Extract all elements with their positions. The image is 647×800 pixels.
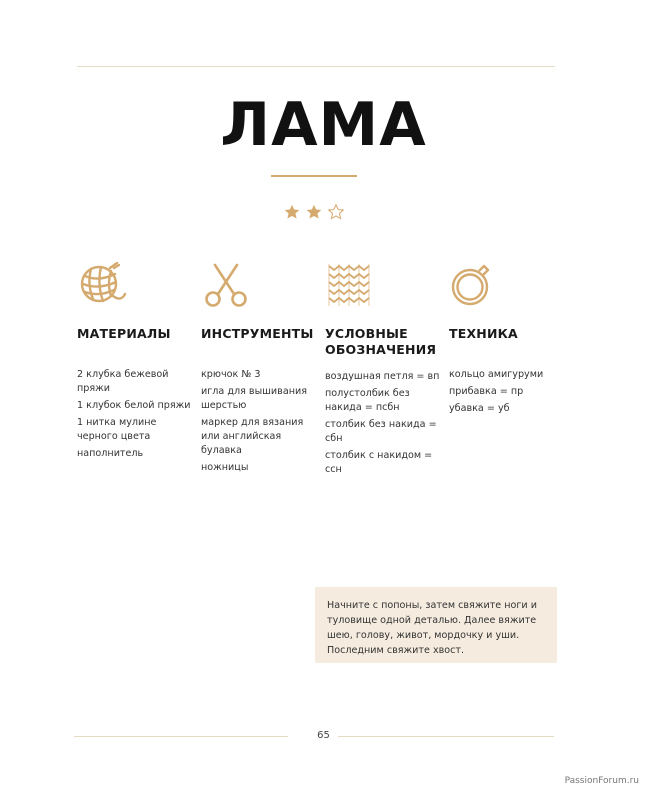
stitches-icon [325,262,375,308]
title-underline [271,175,357,177]
list-item: 1 клубок белой пряжи [77,400,191,411]
list-item: убавка = уб [449,403,510,414]
yarn-ball-icon [77,262,127,308]
star-filled-icon [305,203,323,221]
materials-heading: МАТЕРИАЛЫ [77,326,171,341]
scissors-icon [201,262,251,308]
page-number: 65 [317,730,330,741]
materials-list [77,368,195,461]
list-item: столбик с накидом = ссн [325,450,433,475]
watermark: PassionForum.ru [564,776,639,786]
instruction-note: Начните с попоны, затем свяжите ноги и туловище одной деталью. Далее вяжите шею, голову, живот, мордочку и уши. Последним свяжите хвост. [315,587,557,663]
hoop-icon [449,262,499,308]
list-item: игла для вышивания шерстью [201,386,307,411]
symbols-list [325,370,443,477]
list-item: прибавка = пр [449,386,524,397]
symbols-heading: УСЛОВНЫЕ ОБОЗНАЧЕНИЯ [325,326,437,357]
difficulty-rating [283,203,345,221]
footer-divider-right [338,736,554,737]
list-item: полустолбик без накида = псбн [325,388,410,413]
list-item: крючок № 3 [201,369,261,380]
star-empty-icon [327,203,345,221]
list-item: ножницы [201,462,249,473]
tools-list [201,368,319,475]
list-item: воздушная петля = вп [325,371,440,382]
list-item: 1 нитка мулине черного цвета [77,417,157,442]
tools-section [201,262,319,478]
technique-list [449,368,567,416]
top-divider [77,66,555,67]
star-filled-icon [283,203,301,221]
list-item: 2 клубка бежевой пряжи [77,369,169,394]
materials-section [77,262,195,464]
list-item: столбик без накида = сбн [325,419,437,444]
page-title: ЛАМА [220,90,427,160]
list-item: маркер для вязания или английская булавка [201,417,304,456]
technique-heading: ТЕХНИКА [449,326,518,341]
list-item: наполнитель [77,448,144,459]
list-item: кольцо амигуруми [449,369,544,380]
tools-heading: ИНСТРУМЕНТЫ [201,326,314,341]
technique-section [449,262,567,419]
symbols-section [325,262,443,480]
